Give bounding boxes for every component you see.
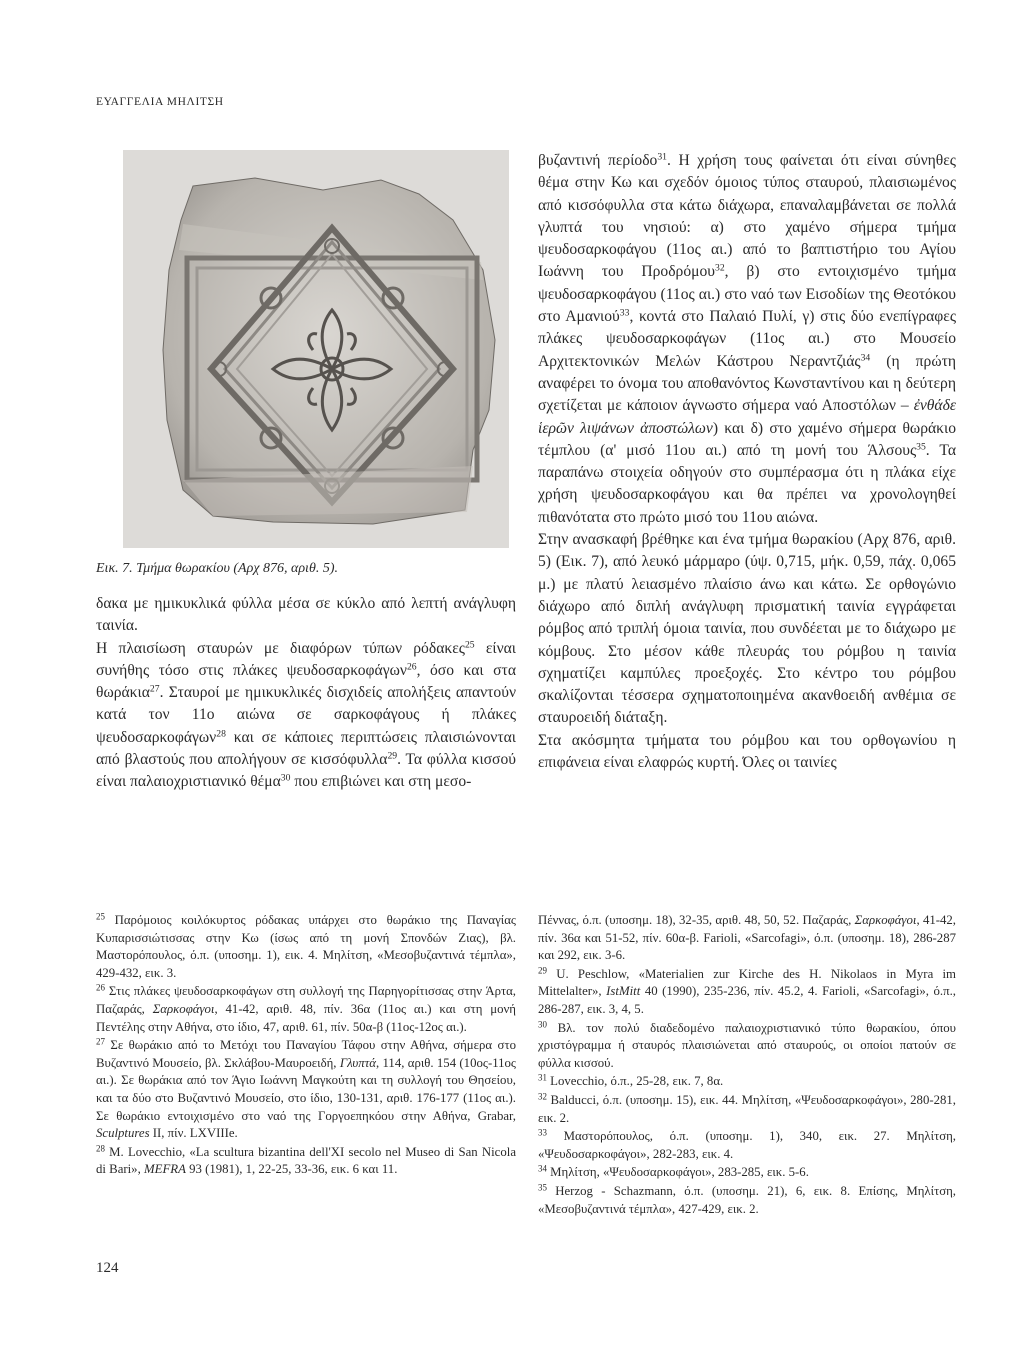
text-run: . Σταυροί με ημικυκλικές δισχιδείς απολήξεις απαντούν κατά τον 11ο αιώνα σε σαρκοφάγους ή πλάκες ψευδοσαρκοφάγων [96,684,516,746]
marble-slab-illustration [123,150,509,548]
footnote-text: II, πίν. LXVIIIe. [149,1126,238,1141]
footnote-text: Μηλίτση, «Ψευδοσαρκοφάγοι», 283-285, εικ. 5-6. [550,1165,809,1180]
footnote-number: 33 [538,1127,547,1138]
text-run: Η πλαισίωση σταυρών με διαφόρων τύπων ρόδακες [96,639,465,657]
figure-caption: Εικ. 7. Τμήμα θωρακίου (Αρχ 876, αριθ. 5). [96,561,338,576]
footnote-ref[interactable]: 29 [387,750,398,762]
footnote-text: Σε θωράκιο από το Μετόχι του Παναγίου Τάφου στην Αθήνα, σήμερα στο Βυζαντινό Μουσείο, βλ. Σκλάβου-Μαυροειδή, [96,1038,516,1070]
footnote [96,983,516,1036]
footnote-italic-title: Σαρκοφάγοι [152,1001,215,1016]
footnote-ref[interactable]: 30 [280,773,291,785]
footnote-text: Βλ. τον πολύ διαδεδομένο παλαιοχριστιανικό τύπο θωρακίου, όπου χριστόγραμμα ή σταυρός πλαισιώνεται από σταυρούς, οι οποίοι πατούν σε φύλλα κισσού. [538,1020,956,1070]
footnote [538,1073,956,1091]
text-run: είναι συνήθης τόσο στις πλάκες ψευδοσαρκοφάγων [96,639,517,679]
footnote-italic-title: MEFRA [143,1162,186,1177]
footnote-ref[interactable]: 26 [406,661,417,673]
footnote-text: M. Lovecchio, «La scultura bizantina dell'XI secolo nel Museo di San Nicola di Bari», [96,1144,516,1177]
running-header: ΕΥΑΓΓΕΛΙΑ ΜΗΛΙΤΣΗ [96,96,224,108]
footnote-text: Παρόμοιος κοιλόκυρτος ρόδακας υπάρχει στο θωράκιο της Παναγίας Κυπαρισσιώτισσας στην Κω (ίσως από τη μονή Σπονδών Ζιας), βλ. Μαστορόπουλος, ό.π. (υποσημ. 1), εικ. 4. Μηλίτση, «Μεσοβυζαντινά τέμπλα», 429-432, εικ. 3. [96,913,517,980]
text-run: ) και δ) στο χαμένο σήμερα θωράκιο τέμπλου (α' μισό 11ου αι.) από τη μονή του Άλσους [538,419,956,459]
text-run: (η πρώτη αναφέρει το όνομα του αποθανόντος Κωνσταντίνου και η δεύτερη σχετίζεται με κάποιον άγνωστο σήμερα ναό Αποστόλων – [538,352,957,415]
footnote-number: 32 [538,1091,547,1102]
footnote-text: Balducci, ό.π. (υποσημ. 15), εικ. 44. Μηλίτση, «Ψευδοσαρκοφάγοι», 280-281, εικ. 2. [538,1092,956,1125]
text-run: , όσο και στα θωράκια [96,661,516,702]
footnote [538,1128,956,1163]
paragraph: Στην ανασκαφή βρέθηκε και ένα τμήμα θωρακίου (Αρχ 876, αριθ. 5) (Εικ. 7), από λευκό μάρμαρο (ύψ. 0,715, μήκ. 0,59, πάχ. 0,065 μ.) με πλατύ λειασμένο πλαίσιο άνω και κάτω. Σε ορθογώνιο διάχωρο από διπλή ανάγλυφη πρισματική ταινία εγγράφεται ρόμβος από τριπλή όμοια ταινία, που συνδέεται με το διάχωρο με κόμβους. Στο μέσον κάθε πλευράς του ρόμβου η ταινία σχηματίζει καμπύλες προεξοχές. Στο κέντρο του ρόμβου σκαλίζονται τέσσερα σχηματοποιημένα ακανθοειδή ανθέμια σε σταυροειδή διάταξη. [538,531,956,727]
footnote [96,1037,516,1143]
footnote-number: 31 [538,1072,547,1083]
text-run: , β) στο εντοιχισμένο τμήμα ψευδοσαρκοφάγου (11ος αι.) στο ναό των Εισοδίων της Θεοτόκου στο Αμανιού [538,263,956,326]
left-column-text [96,593,516,794]
text-run: που επιβιώνει και στη μεσο- [290,773,472,791]
footnote [538,1164,956,1182]
footnote-number: 25 [96,911,105,922]
paragraph: δακα με ημικυκλικά φύλλα μέσα σε κύκλο από λεπτή ανάγλυφη ταινία. [96,595,516,635]
footnotes-left-column [96,912,516,1180]
footnote [96,1144,516,1179]
right-column-text [538,150,956,774]
paragraph: Στα ακόσμητα τμήματα του ρόμβου και του ορθογωνίου η επιφάνεια είναι ελαφρώς κυρτή. Όλες οι ταινίες [538,731,956,772]
footnote-text: 93 (1981), 1, 22-25, 33-36, εικ. 6 και 11. [185,1162,398,1177]
footnote-ref[interactable]: 27 [149,683,160,695]
footnote-number: 26 [96,982,105,993]
footnote [96,912,516,982]
footnote-number: 28 [96,1143,105,1154]
footnote-number: 30 [538,1019,547,1030]
figure-marble-slab-photo [123,150,509,548]
footnote-ref[interactable]: 33 [619,307,630,319]
footnote-italic-title: Γλυπτά [339,1055,376,1070]
footnote [538,912,956,965]
footnote [538,966,956,1019]
footnote-text: , 41-42, πίν. 36α και 51-52, πίν. 60α-β. Farioli, «Sarcofagi», ό.π. (υποσημ. 18), 286-287 και 292, εικ. 3-6. [538,913,956,963]
footnote-italic-title: IstMitt [606,984,641,999]
text-run: , κοντά στο Παλαιό Πυλί, γ) στις δύο ενεπίγραφες πλάκες ψευδοσαρκοφάγων (11ος αι.) στο Μουσείο Αρχιτεκτονικών Μελών Κάστρου Νεραντζιάς [538,308,957,370]
footnote-number: 29 [538,965,547,976]
paragraph [538,150,956,529]
footnote-ref[interactable]: 32 [715,263,725,275]
footnotes-right-column [538,912,956,1219]
footnote-ref[interactable]: 31 [657,151,667,163]
italic-inscription: ἐνθάδε ἱερῶν λιψάνων ἀποστώλων [538,397,956,437]
footnote-text: U. Peschlow, «Materialien zur Kirche des H. Nikolaos in Myra im Mittelalter», [538,966,957,999]
text-run: . Τα φύλλα κισσού είναι παλαιοχριστιανικό θέμα [96,751,516,791]
footnote-ref[interactable]: 35 [916,441,926,453]
text-run: . Η χρήση τους φαίνεται ότι είναι σύνηθες θέμα στην Κω και σχεδόν όμοιος τύπος σταυρού, πλαισιωμένος από κισσόφυλλα στα κάτω διάχωρα, επαναλαμβάνεται σε πολλά γλυπτά του νησιού: α) στο χαμένο σήμερα τμήμα ψευδοσαρκοφάγου (11ος αι.) από το βαπτιστήριο του Αγίου Ιωάννη του Προδρόμου [538,152,956,281]
text-run: και σε κάποιες περιπτώσεις πλαισιώνονται από βλαστούς που απολήγουν σε κισσόφυλλα [96,728,516,769]
footnote-text: Herzog - Schazmann, ό.π. (υποσημ. 21), 6, εικ. 8. Επίσης, Μηλίτση, «Μεσοβυζαντινά τέμπλα», 427-429, εικ. 2. [538,1183,956,1216]
footnote-italic-title: Sculptures [96,1126,150,1141]
footnote-text: Μαστορόπουλος, ό.π. (υποσημ. 1), 340, εικ. 27. Μηλίτση, «Ψευδοσαρκοφάγοι», 282-283, εικ. 4. [538,1129,956,1161]
footnote-italic-title: Σαρκοφάγοι [854,913,917,927]
footnote-number: 34 [538,1163,547,1174]
footnote-ref[interactable]: 28 [216,728,226,740]
footnote [538,1183,956,1218]
page-number: 124 [96,1260,119,1276]
footnote-ref[interactable]: 25 [464,639,475,651]
paragraph [96,638,516,794]
footnote [538,1020,956,1073]
footnote-text: Lovecchio, ό.π., 25-28, εικ. 7, 8α. [550,1074,724,1089]
text-run: . Τα παραπάνω στοιχεία οδηγούν στο συμπέρασμα ότι η πλάκα είχε χρήση ψευδοσαρκοφάγου και θα πρέπει να χρονολογηθεί πιθανότατα στο πρώτο μισό του 11ου αιώνα. [538,441,956,526]
footnote-ref[interactable]: 34 [860,352,871,364]
footnote-number: 27 [96,1036,105,1047]
footnote-text: 40 (1990), 235-236, πίν. 45.2, 4. Farioli, «Sarcofagi», ό.π., 286-287, εικ. 3, 4, 5. [538,984,956,1016]
footnote-number: 35 [538,1182,547,1193]
footnote-text: Στις πλάκες ψευδοσαρκοφάγων στη συλλογή της Παρηγορίτισσας στην Άρτα, Παζαράς, [96,984,516,1016]
footnote-text: , 41-42, αριθ. 48, πίν. 36α (11ος αι.) και στη μονή Πεντέλης στην Αθήνα, στο ίδιο, 47, αριθ. 61, πίν. 50α-β (11ος-12ος αι.). [96,1001,516,1034]
footnote-text: Πέννας, ό.π. (υποσημ. 18), 32-35, αριθ. 48, 50, 52. Παζαράς, [538,913,855,927]
footnote-text: , 114, αριθ. 154 (10ος-11ος αι.). Σε θωράκια από τον Άγιο Ιωάννη Μαγκούτη και τη συλλογή του Θησείου, και τα δύο στο Βυζαντινό Μουσείο, στο ίδιο, 130-131, αριθ. 176-177 (11ος αι.). Σε θωράκιο εντοιχισμένο στο ναό της Γοργοεπηκόου στην Αθήνα, Grabar, [96,1055,516,1123]
text-run: βυζαντινή περίοδο [538,152,658,169]
footnote [538,1092,956,1127]
